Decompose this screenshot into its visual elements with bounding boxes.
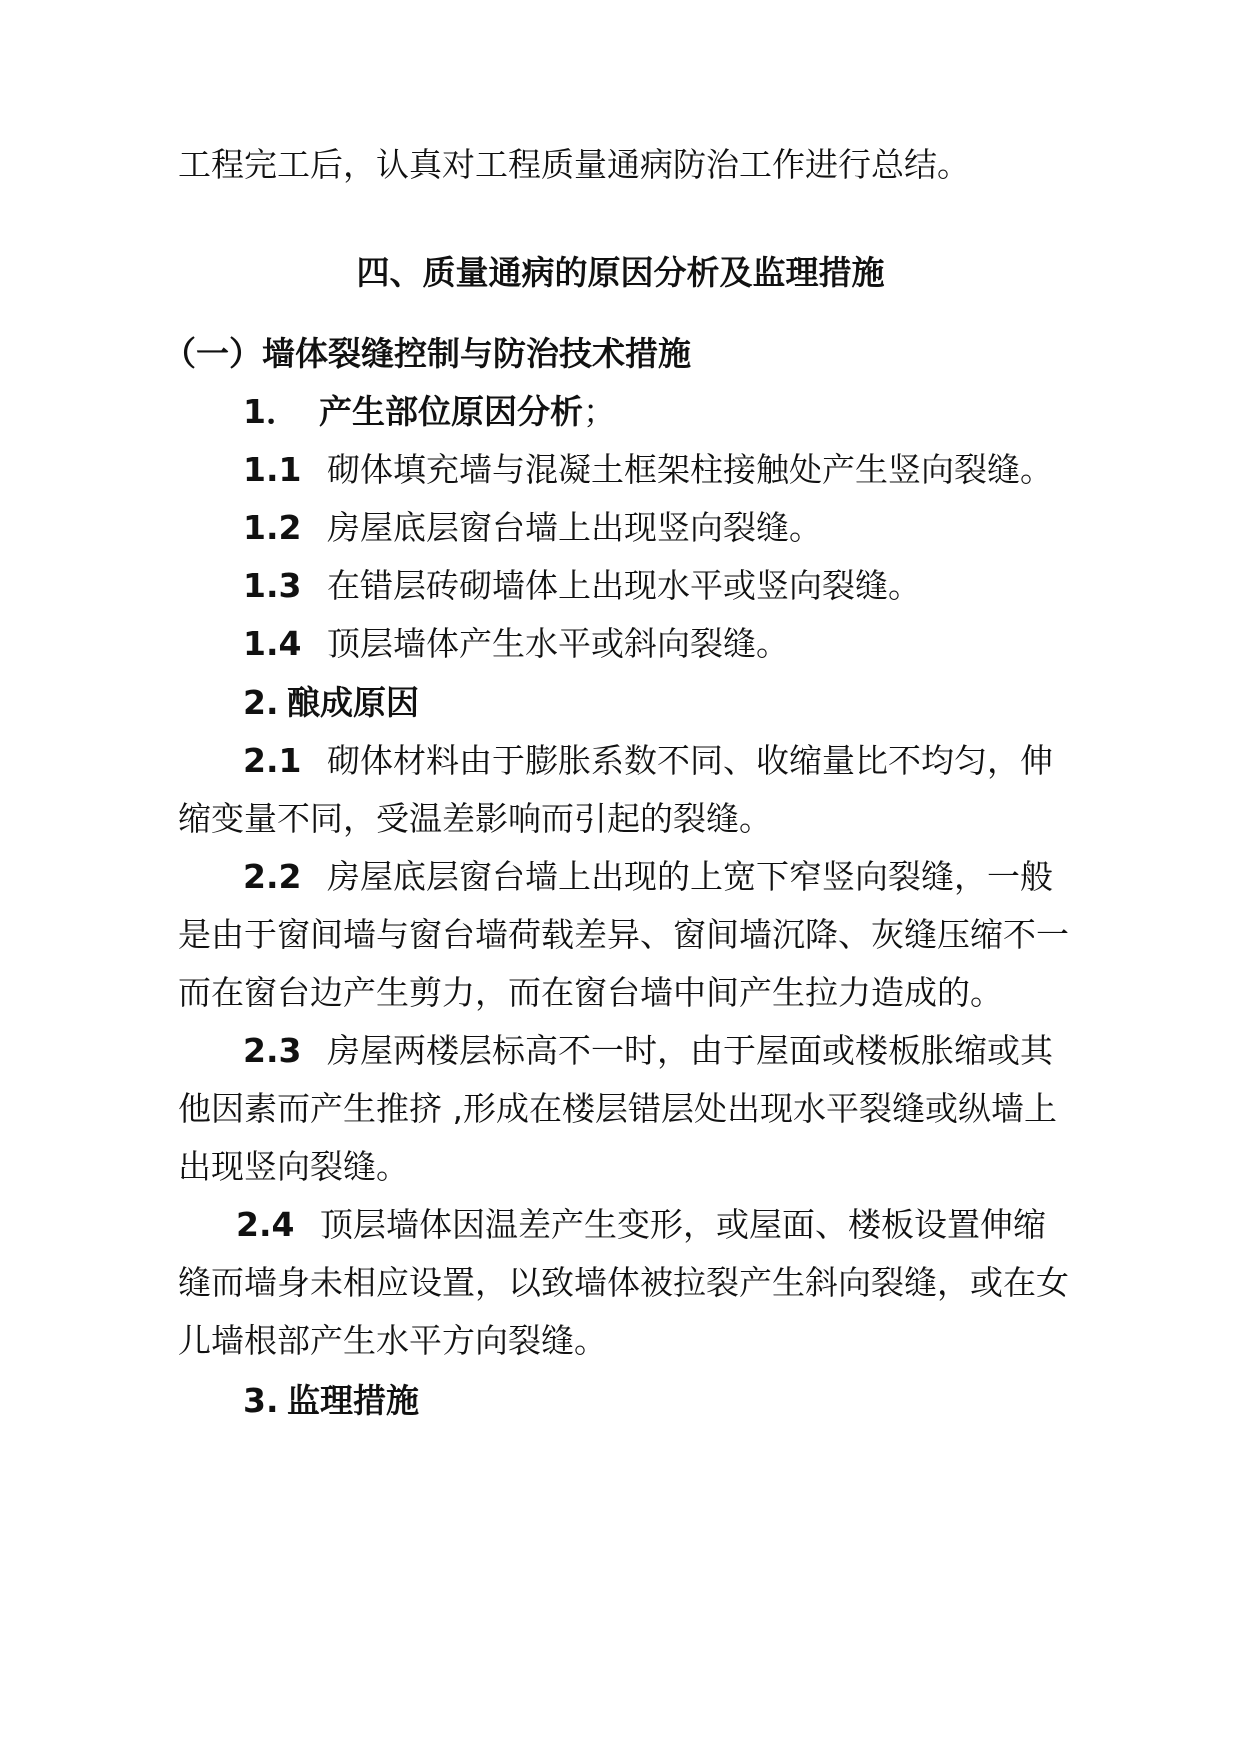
paragraph-line: 是由于窗间墙与窗台墙荷载差异、窗间墙沉降、灰缝压缩不一	[178, 915, 1069, 954]
paragraph-first-line	[243, 1031, 1053, 1070]
paragraph-first-line	[243, 741, 1053, 780]
heading-3-label: 监理措施	[287, 1381, 419, 1420]
paragraph-line: 缝而墙身未相应设置，以致墙体被拉裂产生斜向裂缝，或在女	[178, 1263, 1069, 1302]
item-number: 1.1	[243, 450, 302, 489]
intro-paragraph: 工程完工后，认真对工程质量通病防治工作进行总结。	[178, 145, 970, 184]
paragraph-first-line	[243, 857, 1053, 896]
heading-3	[243, 1381, 419, 1420]
heading-1-suffix: ；	[583, 392, 616, 431]
item-number: 1.4	[243, 624, 302, 663]
paragraph-line: 房屋两楼层标高不一时，由于屋面或楼板胀缩或其	[327, 1031, 1053, 1070]
list-item	[243, 508, 822, 547]
heading-2-number: 2.	[243, 683, 279, 722]
heading-1-label: 产生部位原因分析	[319, 392, 583, 431]
subsection-title: （一）墙体裂缝控制与防治技术措施	[163, 334, 691, 373]
heading-1	[243, 392, 616, 431]
paragraph-line: 他因素而产生推挤 ,形成在楼层错层处出现水平裂缝或纵墙上	[178, 1089, 1057, 1128]
section-title: 四、质量通病的原因分析及监理措施	[356, 253, 885, 292]
item-number: 2.4	[236, 1205, 295, 1244]
paragraph-line: 出现竖向裂缝。	[178, 1147, 409, 1186]
paragraph-line: 房屋底层窗台墙上出现的上宽下窄竖向裂缝，一般	[327, 857, 1053, 896]
heading-2	[243, 683, 419, 722]
paragraph-line: 儿墙根部产生水平方向裂缝。	[178, 1321, 607, 1360]
item-number: 1.3	[243, 566, 302, 605]
heading-3-number: 3.	[243, 1381, 279, 1420]
item-text: 砌体填充墙与混凝土框架柱接触处产生竖向裂缝。	[327, 450, 1053, 489]
list-item	[243, 566, 921, 605]
list-item	[243, 624, 789, 663]
list-item	[243, 450, 1053, 489]
paragraph-line: 顶层墙体因温差产生变形，或屋面、楼板设置伸缩	[320, 1205, 1046, 1244]
item-number: 2.3	[243, 1031, 302, 1070]
paragraph-line: 砌体材料由于膨胀系数不同、收缩量比不均匀，伸	[327, 741, 1053, 780]
item-number: 1.2	[243, 508, 302, 547]
item-number: 2.2	[243, 857, 302, 896]
item-text: 在错层砖砌墙体上出现水平或竖向裂缝。	[327, 566, 921, 605]
item-text: 顶层墙体产生水平或斜向裂缝。	[327, 624, 789, 663]
item-text: 房屋底层窗台墙上出现竖向裂缝。	[327, 508, 822, 547]
paragraph-line: 而在窗台边产生剪力，而在窗台墙中间产生拉力造成的。	[178, 973, 1003, 1012]
paragraph-first-line	[236, 1205, 1046, 1244]
heading-2-label: 酿成原因	[287, 683, 419, 722]
item-number: 2.1	[243, 741, 302, 780]
heading-1-number: 1．	[243, 392, 299, 431]
paragraph-line: 缩变量不同，受温差影响而引起的裂缝。	[178, 799, 772, 838]
